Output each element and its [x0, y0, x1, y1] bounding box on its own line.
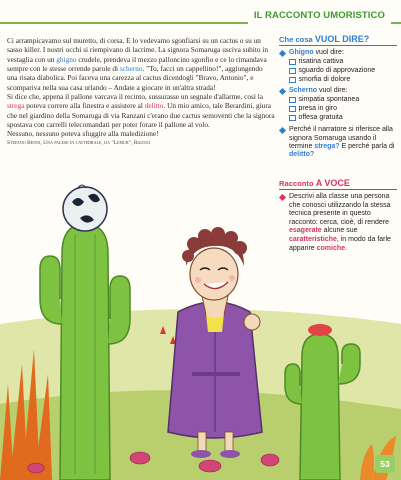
- checkbox-icon[interactable]: [289, 115, 296, 122]
- oral-title-prefix: Racconto: [279, 179, 316, 188]
- checkbox-icon[interactable]: [289, 106, 296, 113]
- ball-icon: [63, 187, 107, 231]
- highlighted-word: comiche: [316, 244, 346, 252]
- highlighted-word: scherno: [119, 64, 143, 74]
- question-keyword: Ghigno: [289, 49, 314, 56]
- story-paragraph: [7, 36, 275, 92]
- question-keyword: Scherno: [289, 87, 318, 95]
- text-run: , in modo da farle apparire: [289, 235, 391, 252]
- question-strega: [279, 126, 397, 160]
- text-run: . Un mio amico, tale Berardini, giura che nel giardino della Somaruga di via Ranzani c'erano due cactus semoventi che la signora spostava con carrelli telecomandati per poter forare il pallone al volo.: [7, 101, 275, 130]
- vocabulary-title-prefix: Che cosa: [279, 35, 315, 44]
- chapter-header: [0, 9, 401, 25]
- highlighted-word: delitto?: [289, 151, 315, 159]
- bullet-diamond-icon: [279, 127, 286, 134]
- text-run: Descrivi alla classe una persona che conosci utilizzando la stessa tecnica presente in questo racconto: cerca, cioè, di rendere: [289, 193, 391, 226]
- option-checkbox[interactable]: [289, 76, 397, 84]
- text-run: alcune sue: [321, 227, 358, 235]
- page-number: 53: [375, 455, 395, 473]
- story-source: Stefano Benni, Una palese in cattedrale, da "Lemur", Rizzoli: [7, 139, 151, 146]
- checkbox-icon[interactable]: [289, 59, 296, 66]
- question-text: vuol dire:: [317, 87, 348, 95]
- text-run: Nessuno, nessuno poteva sfuggire alla maledizione!: [7, 129, 159, 139]
- checkbox-icon[interactable]: [289, 68, 296, 75]
- highlighted-word: delitto: [144, 101, 164, 111]
- chapter-title: IL RACCONTO UMORISTICO: [248, 9, 391, 24]
- option-checkbox[interactable]: [289, 58, 397, 66]
- text-run: Ci arrampicavamo sul muretto, di corsa. E lo vedevamo sgonfiarsi su un cactus o su un sasso killer. I nostri occhi si riempivano di lacrime. La signora Somaruga usciva subito in vestaglia con un: [7, 36, 269, 64]
- option-label: simpatia spontanea: [298, 96, 360, 104]
- oral-title-main: A VOCE: [315, 178, 350, 188]
- text-run: . "To, facci un cappellino!", aggiungendo una risata diabolica. Poi faceva una carezza al cactus dicendogli "Bravo, Antonio", e scompariva nella sua casa urlando – Andate a giocare in un'altra strada!: [7, 64, 263, 92]
- option-label: risatina cattiva: [298, 57, 344, 65]
- highlighted-word: strega: [7, 101, 25, 111]
- story-text: [7, 36, 275, 148]
- highlighted-word: esagerate: [289, 227, 322, 235]
- illustration-garden: [0, 174, 401, 480]
- highlighted-word: caratteristiche: [289, 235, 337, 243]
- text-run: .: [345, 244, 347, 252]
- option-label: smorfia di dolore: [298, 75, 351, 83]
- text-run: Perché il narratore si riferisce alla signora Somaruga usando il termine: [289, 126, 393, 151]
- option-label: offesa gratuita: [298, 113, 343, 121]
- question-scherno: [279, 87, 397, 95]
- option-checkbox[interactable]: [289, 96, 397, 104]
- option-checkbox[interactable]: [289, 114, 397, 122]
- bullet-diamond-icon: [279, 50, 286, 57]
- story-paragraph: [7, 92, 275, 129]
- option-checkbox[interactable]: [289, 67, 397, 75]
- text-run: E perché parla di: [339, 143, 395, 151]
- story-paragraph: [7, 129, 275, 138]
- vocabulary-box: [279, 35, 397, 160]
- text-run: crudele, prendeva il mezzo palloncino sgonfio e ce lo rimandava sempre con le stesse orrende parole di: [7, 54, 267, 74]
- text-run: Si dice che, appena il pallone varcava il recinto, sussurasse un segnale d'allarme, così la: [7, 92, 264, 102]
- question-text: vuol dire:: [313, 49, 344, 56]
- highlighted-word: strega?: [314, 143, 340, 151]
- cactus-flower-icon: [308, 324, 332, 336]
- option-label: presa in giro: [298, 104, 338, 112]
- text-run: poteva correre alla finestra e assistere al: [24, 101, 145, 111]
- checkbox-icon[interactable]: [289, 77, 296, 84]
- highlighted-word: ghigno: [56, 54, 77, 64]
- option-label: sguardo di approvazione: [298, 66, 376, 74]
- question-text: [289, 126, 397, 160]
- vocabulary-box-title: [279, 35, 397, 46]
- checkbox-icon[interactable]: [289, 97, 296, 104]
- question-ghigno: [279, 49, 397, 57]
- vocabulary-title-main: VUOL DIRE?: [314, 34, 370, 44]
- option-checkbox[interactable]: [289, 105, 397, 113]
- lady-figure-icon: [168, 227, 262, 458]
- bullet-diamond-icon: [279, 88, 286, 95]
